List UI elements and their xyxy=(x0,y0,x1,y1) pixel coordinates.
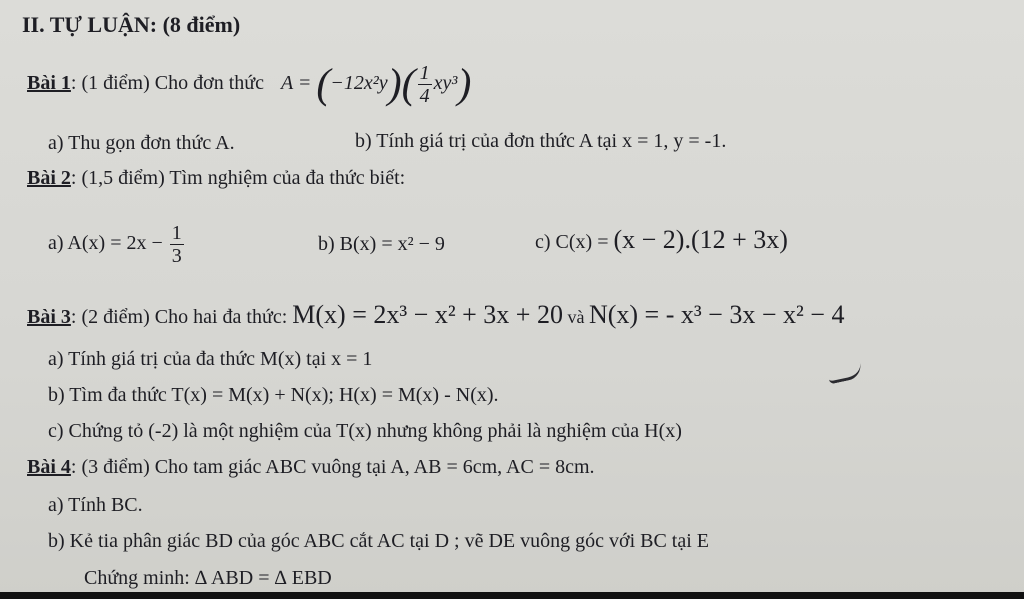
bai2-b: b) B(x) = x² − 9 xyxy=(318,233,445,255)
bai2-label: Bài 2 xyxy=(27,167,71,189)
bai3-label: Bài 3 xyxy=(27,306,71,328)
bai2-c-formula: (x − 2).(12 + 3x) xyxy=(613,225,788,254)
paren-open: ( xyxy=(316,61,331,108)
paren-open-2: ( xyxy=(401,61,416,108)
bai2-c-text: c) C(x) = xyxy=(535,231,614,253)
bai3-n-formula: N(x) = - x³ − 3x − x² − 4 xyxy=(588,300,845,329)
bai3-c: c) Chứng tỏ (-2) là một nghiệm của T(x) nhưng không phải là nghiệm của H(x) xyxy=(48,420,682,442)
bai2-a xyxy=(48,222,186,267)
bai2-a-num: 1 xyxy=(171,222,182,244)
bai3-va: và xyxy=(562,307,589,327)
bai1-a: a) Thu gọn đơn thức A. xyxy=(48,132,235,154)
bai2-a-den: 3 xyxy=(171,245,182,267)
bai1-heading xyxy=(27,62,471,107)
bai1-frac-num: 1 xyxy=(419,62,430,84)
bai4-proof: Chứng minh: ∆ ABD = ∆ EBD xyxy=(84,567,332,589)
pen-mark xyxy=(827,363,863,385)
bai3-intro: : (2 điểm) Cho hai đa thức: xyxy=(70,306,293,328)
bai1-b: b) Tính giá trị của đơn thức A tại x = 1, y = -1. xyxy=(355,130,727,152)
paren-close: ) xyxy=(387,61,402,108)
bai4-heading xyxy=(27,455,595,479)
bai2-intro: : (1,5 điểm) Tìm nghiệm của đa thức biết: xyxy=(70,167,406,189)
bai2-a-text: a) A(x) = 2x − xyxy=(48,232,168,255)
bai4-intro: : (3 điểm) Cho tam giác ABC vuông tại A, AB = 6cm, AC = 8cm. xyxy=(70,456,595,478)
bai4-a: a) Tính BC. xyxy=(48,494,143,516)
bai3-a: a) Tính giá trị của đa thức M(x) tại x = 1 xyxy=(48,348,373,370)
section-title: II. TỰ LUẬN: (8 điểm) xyxy=(22,12,241,37)
bai1-term2: xy³ xyxy=(433,72,458,95)
bai3-b: b) Tìm đa thức T(x) = M(x) + N(x); H(x) = M(x) - N(x). xyxy=(48,384,499,406)
bai2-a-fraction xyxy=(170,222,184,267)
bai4-label: Bài 4 xyxy=(27,456,71,478)
bai2-heading xyxy=(27,166,405,190)
bai1-formula-lhs: A = xyxy=(280,72,317,95)
bottom-edge xyxy=(0,592,1024,599)
paren-close-2: ) xyxy=(457,61,472,108)
bai1-fraction xyxy=(418,62,432,107)
bai4-b: b) Kẻ tia phân giác BD của góc ABC cắt AC tại D ; vẽ DE vuông góc với BC tại E xyxy=(48,530,710,552)
bai1-frac-den: 4 xyxy=(419,85,430,107)
bai1-intro: : (1 điểm) Cho đơn thức xyxy=(70,72,269,95)
bai3-m-formula: M(x) = 2x³ − x² + 3x + 20 xyxy=(292,300,563,329)
bai3-heading xyxy=(27,300,845,329)
bai1-label: Bài 1 xyxy=(27,72,71,95)
bai2-c xyxy=(535,225,788,254)
bai1-formula xyxy=(280,61,472,108)
bai1-term1: −12x²y xyxy=(330,72,388,95)
